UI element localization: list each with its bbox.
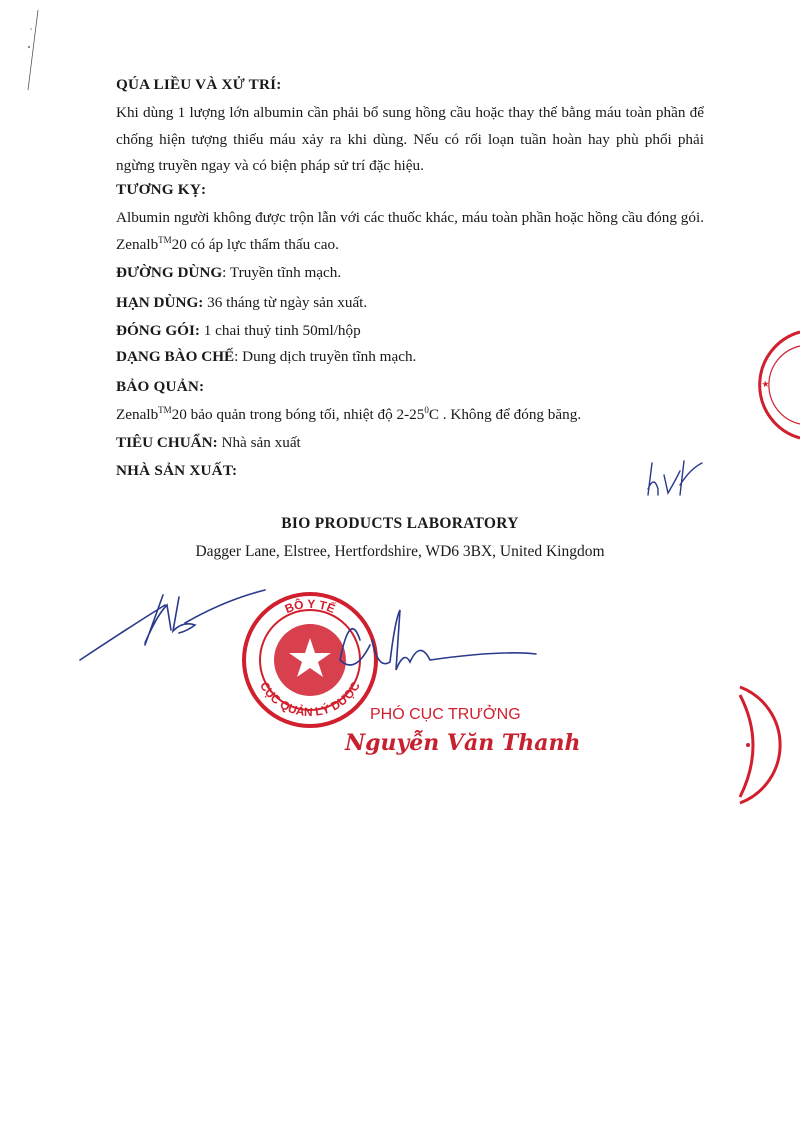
storage-title: BẢO QUẢN: [116, 378, 205, 395]
manufacturer-name: BIO PRODUCTS LABORATORY [281, 515, 519, 532]
manufacturer-label: NHÀ SẢN XUẤT: [116, 462, 238, 479]
signatory-name: Nguyễn Văn Thanh [345, 730, 581, 756]
manufacturer-address: Dagger Lane, Elstree, Hertfordshire, WD6 3BX, United Kingdom [195, 543, 605, 560]
initials-signature [640, 455, 720, 505]
standard-line: TIÊU CHUẨN: Nhà sản xuất [116, 434, 301, 451]
margin-scribble [0, 0, 60, 120]
official-signature [300, 600, 540, 700]
storage-text: Zenalb™20 bảo quản trong bóng tối, nhiệt độ $2-25^0C$ . Không để đóng băng. [116, 404, 582, 423]
edge-stamp-bottom [726, 685, 800, 805]
signatory-title: PHÓ CỤC TRƯỞNG [370, 706, 521, 723]
overdose-title: QÚA LIỀU VÀ XỬ TRÍ: [116, 76, 282, 93]
edge-stamp-top [748, 330, 800, 440]
incompat-title: TƯƠNG KỴ: [116, 181, 207, 198]
expiry-line: HẠN DÙNG: 36 tháng từ ngày sản xuất. [116, 294, 368, 311]
stamp-top-text: BỘ Y TẾ [282, 596, 338, 617]
svg-text:★: ★ [759, 379, 771, 390]
pack-line: ĐÓNG GÓI: 1 chai thuỷ tinh 50ml/hộp [116, 322, 361, 339]
incompat-text: Albumin người không được trộn lẫn với các thuốc khác, máu toàn phần hoặc hồng cầu đóng gói. Zenalb™20 có áp lực thẩm thấu cao. [116, 209, 704, 253]
overdose-text: Khi dùng 1 lượng lớn albumin cần phải bổ sung hồng cầu hoặc thay thế bằng máu toàn phần để chống hiện tượng thiếu máu xảy ra khi dùng. Nếu có rối loạn tuần hoàn hay phù phổi phải ngừng truyền ngay và có biện pháp sử trí đặc hiệu. [116, 104, 704, 174]
form-line: DẠNG BÀO CHẾ: Dung dịch truyền tĩnh mạch. [116, 348, 417, 365]
route-line: ĐƯỜNG DÙNG: Truyền tĩnh mạch. [116, 264, 342, 281]
stamp-bottom-text: CỤC QUẢN LÝ DƯỢC [257, 679, 363, 720]
